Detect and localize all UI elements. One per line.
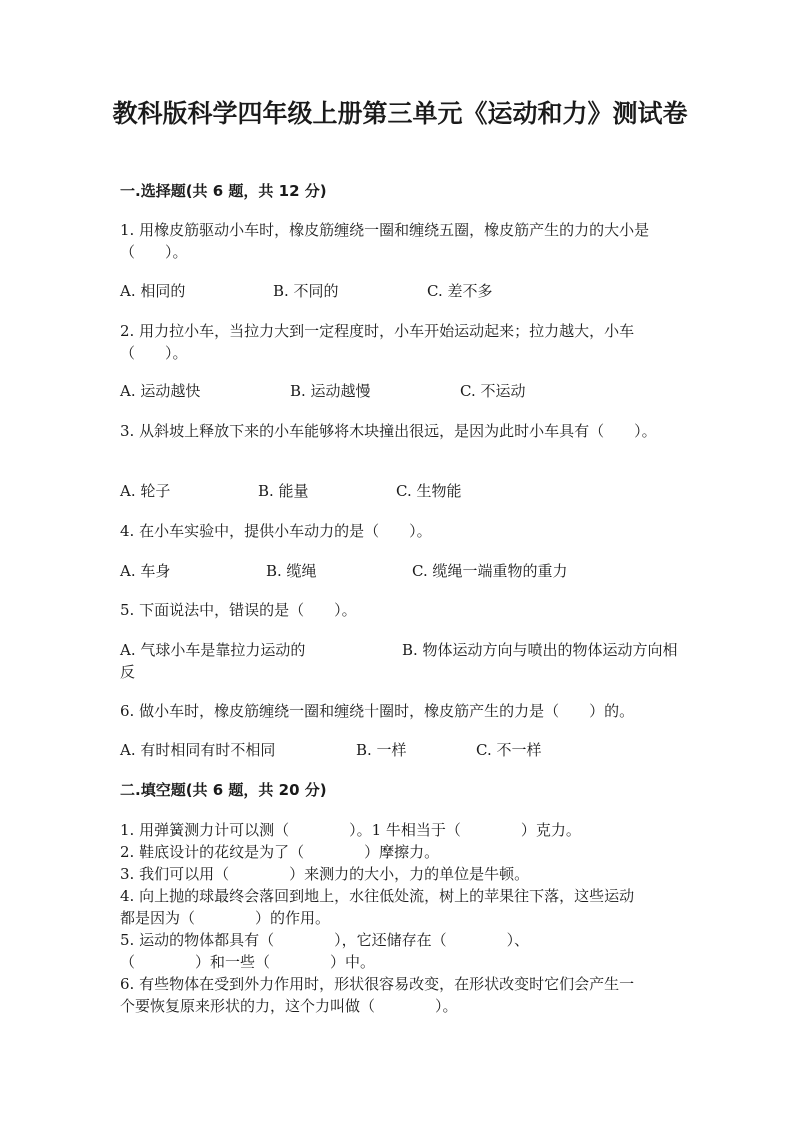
question-5-option-b: B. 物体运动方向与喷出的物体运动方向相反: [120, 641, 678, 681]
question-3-option-a: A. 轮子: [120, 482, 171, 500]
fill-line-6: 6. 有些物体在受到外力作用时，形状很容易改变，在形状改变时它们会产生一: [120, 975, 635, 993]
question-6-option-a: A. 有时相同有时不相同: [120, 741, 276, 759]
question-2-option-b: B. 运动越慢: [290, 382, 371, 400]
question-4-option-c: C. 缆绳一端重物的重力: [412, 562, 568, 580]
question-2: 2. 用力拉小车，当拉力大到一定程度时，小车开始运动起来；拉力越大，小车（ ）。: [120, 322, 635, 362]
fill-line-6-cont: 个要恢复原来形状的力，这个力叫做（ ）。: [120, 997, 458, 1015]
section-heading-choice: 一.选择题(共 6 题，共 12 分): [120, 182, 327, 200]
fill-line-4-cont: 都是因为（ ）的作用。: [120, 909, 331, 927]
question-3-option-c: C. 生物能: [396, 482, 462, 500]
fill-line-5: 5. 运动的物体都具有（ ），它还储存在（ ）、: [120, 931, 530, 949]
question-5: 5. 下面说法中，错误的是（ ）。: [120, 601, 357, 619]
question-4-option-a: A. 车身: [120, 562, 171, 580]
fill-line-5-cont: （ ）和一些（ ）中。: [120, 953, 376, 971]
question-4-option-b: B. 缆绳: [266, 562, 317, 580]
question-1-option-a: A. 相同的: [120, 282, 186, 300]
fill-line-3: 3. 我们可以用（ ）来测力的大小，力的单位是牛顿。: [120, 865, 530, 883]
question-6-option-c: C. 不一样: [476, 741, 542, 759]
fill-line-4: 4. 向上抛的球最终会落回到地上，水往低处流，树上的苹果往下落，这些运动: [120, 887, 635, 905]
question-3-option-b: B. 能量: [258, 482, 309, 500]
question-6-option-b: B. 一样: [356, 741, 407, 759]
section-heading-fill: 二.填空题(共 6 题，共 20 分): [120, 781, 327, 799]
question-6: 6. 做小车时，橡皮筋缠绕一圈和缠绕十圈时，橡皮筋产生的力是（ ）的。: [120, 702, 635, 720]
question-5-option-a: A. 气球小车是靠拉力运动的: [120, 641, 306, 659]
question-2-option-a: A. 运动越快: [120, 382, 201, 400]
fill-line-2: 2. 鞋底设计的花纹是为了（ ）摩擦力。: [120, 843, 440, 861]
question-1: 1. 用橡皮筋驱动小车时，橡皮筋缠绕一圈和缠绕五圈，橡皮筋产生的力的大小是（ ）。: [120, 221, 650, 261]
question-2-option-c: C. 不运动: [460, 382, 526, 400]
page-title: 教科版科学四年级上册第三单元《运动和力》测试卷: [112, 99, 688, 128]
question-3: 3. 从斜坡上释放下来的小车能够将木块撞出很远，是因为此时小车具有（ ）。: [120, 422, 657, 440]
question-4: 4. 在小车实验中，提供小车动力的是（ ）。: [120, 522, 432, 540]
question-1-option-c: C. 差不多: [427, 282, 493, 300]
question-1-option-b: B. 不同的: [273, 282, 339, 300]
fill-line-1: 1. 用弹簧测力计可以测（ ）。1 牛相当于（ ）克力。: [120, 821, 581, 839]
